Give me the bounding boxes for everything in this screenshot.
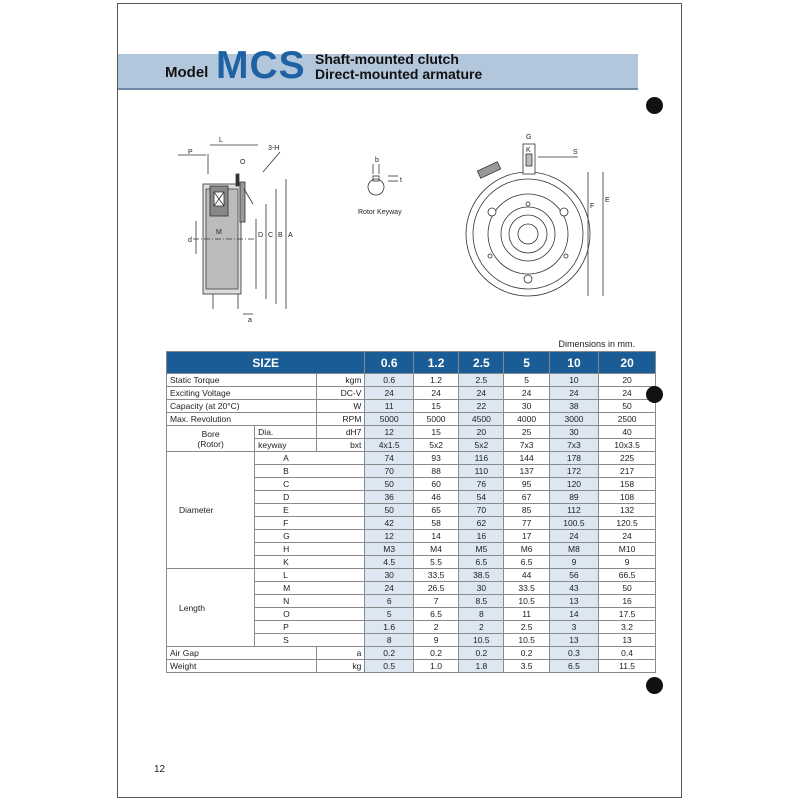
table-row (167, 387, 656, 400)
row-unit: dH7 (316, 426, 365, 439)
table-row (167, 569, 656, 582)
value-cell: 40 (599, 426, 656, 439)
value-cell: 20 (599, 374, 656, 387)
rotor-label: (Rotor) (197, 438, 224, 449)
value-cell: 8.5 (459, 595, 504, 608)
value-cell: 77 (504, 517, 549, 530)
value-cell: 24 (504, 387, 549, 400)
value-cell: 120.5 (599, 517, 656, 530)
value-cell: 88 (413, 465, 458, 478)
value-cell: 24 (459, 387, 504, 400)
value-cell: 43 (549, 582, 598, 595)
table-row (167, 413, 656, 426)
row-unit: RPM (316, 413, 365, 426)
value-cell: M8 (549, 543, 598, 556)
row-unit: W (316, 400, 365, 413)
value-cell: 38.5 (459, 569, 504, 582)
value-cell: 217 (599, 465, 656, 478)
value-cell: 22 (459, 400, 504, 413)
front-label-S: S (573, 149, 578, 156)
binder-hole (646, 677, 663, 694)
label-d: d (188, 237, 192, 244)
table-row (167, 647, 656, 660)
value-cell: 5.5 (413, 556, 458, 569)
size-col-5: 20 (599, 352, 656, 374)
value-cell: 8 (365, 634, 414, 647)
value-cell: 3 (549, 621, 598, 634)
front-label-G: G (526, 134, 532, 141)
value-cell: 225 (599, 452, 656, 465)
value-cell: 11 (504, 608, 549, 621)
value-cell: M6 (504, 543, 549, 556)
value-cell: 0.2 (459, 647, 504, 660)
binder-hole (646, 97, 663, 114)
value-cell: 137 (504, 465, 549, 478)
value-cell: 5x2 (459, 439, 504, 452)
row-sub-label: A (255, 452, 365, 465)
value-cell: 0.6 (365, 374, 414, 387)
value-cell: 10.5 (504, 634, 549, 647)
row-sub-label: G (255, 530, 365, 543)
value-cell: 6.5 (504, 556, 549, 569)
table-row (167, 374, 656, 387)
value-cell: 24 (549, 530, 598, 543)
label-P: P (188, 149, 193, 156)
value-cell: 95 (504, 478, 549, 491)
value-cell: 13 (549, 634, 598, 647)
value-cell: 9 (599, 556, 656, 569)
value-cell: M3 (365, 543, 414, 556)
row-label: Weight (167, 660, 317, 673)
technical-drawings (118, 124, 683, 339)
value-cell: 11.5 (599, 660, 656, 673)
value-cell: 5 (504, 374, 549, 387)
value-cell: 12 (365, 426, 414, 439)
front-view-drawing (466, 144, 603, 296)
value-cell: 60 (413, 478, 458, 491)
value-cell: 0.5 (365, 660, 414, 673)
value-cell: 14 (413, 530, 458, 543)
row-sub-label: P (255, 621, 365, 634)
row-sub-label: E (255, 504, 365, 517)
row-unit: kg (316, 660, 365, 673)
value-cell: 30 (365, 569, 414, 582)
value-cell: 172 (549, 465, 598, 478)
value-cell: 65 (413, 504, 458, 517)
subtitle-line-1: Shaft-mounted clutch (315, 51, 459, 67)
value-cell: 70 (459, 504, 504, 517)
value-cell: M5 (459, 543, 504, 556)
value-cell: 26.5 (413, 582, 458, 595)
binder-hole (646, 386, 663, 403)
label-O: O (240, 159, 246, 166)
value-cell: 1.2 (413, 374, 458, 387)
label-C: C (268, 232, 274, 239)
value-cell: 0.2 (365, 647, 414, 660)
size-col-2: 2.5 (459, 352, 504, 374)
table-row (167, 660, 656, 673)
value-cell: 24 (365, 387, 414, 400)
bore-group-label (167, 426, 255, 452)
label-L: L (219, 137, 223, 144)
value-cell: 2500 (599, 413, 656, 426)
value-cell: 1.0 (413, 660, 458, 673)
length-group-label: Length (167, 569, 255, 647)
row-sub-label: M (255, 582, 365, 595)
rotor-keyway-drawing (368, 164, 398, 195)
value-cell: 0.2 (504, 647, 549, 660)
value-cell: 120 (549, 478, 598, 491)
value-cell: 5000 (365, 413, 414, 426)
value-cell: 2.5 (504, 621, 549, 634)
value-cell: 10.5 (459, 634, 504, 647)
value-cell: 10x3.5 (599, 439, 656, 452)
label-M: M (216, 229, 222, 236)
value-cell: 38 (549, 400, 598, 413)
value-cell: 4000 (504, 413, 549, 426)
value-cell: 36 (365, 491, 414, 504)
value-cell: 58 (413, 517, 458, 530)
value-cell: 76 (459, 478, 504, 491)
keyway-label-b: b (375, 157, 379, 164)
value-cell: 2.5 (459, 374, 504, 387)
value-cell: 4.5 (365, 556, 414, 569)
value-cell: 50 (599, 400, 656, 413)
row-sub-label: N (255, 595, 365, 608)
value-cell: 6.5 (413, 608, 458, 621)
value-cell: 5x2 (413, 439, 458, 452)
value-cell: 0.4 (599, 647, 656, 660)
subtitle-line-2: Direct-mounted armature (315, 66, 483, 82)
value-cell: 3000 (549, 413, 598, 426)
value-cell: 13 (549, 595, 598, 608)
value-cell: 33.5 (504, 582, 549, 595)
value-cell: 15 (413, 426, 458, 439)
value-cell: 5 (365, 608, 414, 621)
value-cell: 9 (413, 634, 458, 647)
value-cell: 6.5 (549, 660, 598, 673)
row-label: Static Torque (167, 374, 317, 387)
size-col-3: 5 (504, 352, 549, 374)
value-cell: 24 (365, 582, 414, 595)
value-cell: 50 (599, 582, 656, 595)
value-cell: 17.5 (599, 608, 656, 621)
row-sub-label: Dia. (255, 426, 317, 439)
value-cell: M10 (599, 543, 656, 556)
value-cell: 9 (549, 556, 598, 569)
value-cell: 108 (599, 491, 656, 504)
value-cell: 110 (459, 465, 504, 478)
value-cell: 42 (365, 517, 414, 530)
label-D: D (258, 232, 264, 239)
row-unit: kgm (316, 374, 365, 387)
size-header-row (167, 352, 656, 374)
row-sub-label: O (255, 608, 365, 621)
bore-label: Bore (201, 428, 220, 439)
value-cell: 4500 (459, 413, 504, 426)
value-cell: 24 (413, 387, 458, 400)
value-cell: 15 (413, 400, 458, 413)
value-cell: 132 (599, 504, 656, 517)
value-cell: 93 (413, 452, 458, 465)
page-number: 12 (154, 764, 166, 775)
row-label: Max. Revolution (167, 413, 317, 426)
value-cell: 62 (459, 517, 504, 530)
value-cell: 178 (549, 452, 598, 465)
value-cell: 74 (365, 452, 414, 465)
size-header: SIZE (167, 352, 365, 374)
value-cell: 116 (459, 452, 504, 465)
value-cell: 1.8 (459, 660, 504, 673)
keyway-label-t: t (400, 177, 402, 184)
value-cell: 16 (599, 595, 656, 608)
value-cell: 50 (365, 504, 414, 517)
value-cell: 46 (413, 491, 458, 504)
value-cell: 67 (504, 491, 549, 504)
row-label: Air Gap (167, 647, 317, 660)
row-unit: bxt (316, 439, 365, 452)
size-col-0: 0.6 (365, 352, 414, 374)
value-cell: 50 (365, 478, 414, 491)
table-row (167, 400, 656, 413)
value-cell: 66.5 (599, 569, 656, 582)
value-cell: 2 (459, 621, 504, 634)
row-sub-label: C (255, 478, 365, 491)
value-cell: 89 (549, 491, 598, 504)
dimensions-note: Dimensions in mm. (558, 339, 635, 349)
diameter-group-label: Diameter (167, 452, 255, 569)
row-unit: a (316, 647, 365, 660)
table-row (167, 452, 656, 465)
value-cell: 8 (459, 608, 504, 621)
value-cell: 24 (599, 530, 656, 543)
table-row (167, 426, 656, 439)
value-cell: 56 (549, 569, 598, 582)
row-sub-label: D (255, 491, 365, 504)
size-col-1: 1.2 (413, 352, 458, 374)
value-cell: 16 (459, 530, 504, 543)
size-col-4: 10 (549, 352, 598, 374)
value-cell: 112 (549, 504, 598, 517)
value-cell: 0.2 (413, 647, 458, 660)
value-cell: 54 (459, 491, 504, 504)
value-cell: 7 (413, 595, 458, 608)
value-cell: 30 (459, 582, 504, 595)
side-view-drawing (178, 145, 286, 314)
row-label: Capacity (at 20°C) (167, 400, 317, 413)
value-cell: 24 (599, 387, 656, 400)
value-cell: 44 (504, 569, 549, 582)
value-cell: 12 (365, 530, 414, 543)
value-cell: 13 (599, 634, 656, 647)
row-sub-label: keyway (255, 439, 317, 452)
value-cell: 5000 (413, 413, 458, 426)
value-cell: 17 (504, 530, 549, 543)
model-code: MCS (216, 44, 306, 87)
row-sub-label: H (255, 543, 365, 556)
row-unit: DC-V (316, 387, 365, 400)
value-cell: 1.6 (365, 621, 414, 634)
value-cell: 25 (504, 426, 549, 439)
model-label: Model (165, 64, 209, 81)
row-sub-label: L (255, 569, 365, 582)
value-cell: 85 (504, 504, 549, 517)
value-cell: 3.5 (504, 660, 549, 673)
value-cell: 33.5 (413, 569, 458, 582)
value-cell: 158 (599, 478, 656, 491)
value-cell: 144 (504, 452, 549, 465)
value-cell: 14 (549, 608, 598, 621)
label-a: a (248, 317, 252, 324)
value-cell: 30 (549, 426, 598, 439)
row-sub-label: F (255, 517, 365, 530)
front-label-E: E (605, 197, 610, 204)
value-cell: 6 (365, 595, 414, 608)
label-A: A (288, 232, 293, 239)
value-cell: 11 (365, 400, 414, 413)
catalog-page (117, 3, 682, 798)
value-cell: 4x1.5 (365, 439, 414, 452)
front-label-F: F (590, 203, 595, 210)
value-cell: 0.3 (549, 647, 598, 660)
value-cell: 24 (549, 387, 598, 400)
row-label: Exciting Voltage (167, 387, 317, 400)
rotor-keyway-caption: Rotor Keyway (358, 209, 402, 216)
row-sub-label: S (255, 634, 365, 647)
value-cell: M4 (413, 543, 458, 556)
value-cell: 2 (413, 621, 458, 634)
value-cell: 3.2 (599, 621, 656, 634)
value-cell: 7x3 (504, 439, 549, 452)
value-cell: 7x3 (549, 439, 598, 452)
value-cell: 30 (504, 400, 549, 413)
value-cell: 10 (549, 374, 598, 387)
value-cell: 6.5 (459, 556, 504, 569)
value-cell: 20 (459, 426, 504, 439)
value-cell: 100.5 (549, 517, 598, 530)
spec-table (166, 351, 656, 673)
value-cell: 10.5 (504, 595, 549, 608)
row-sub-label: B (255, 465, 365, 478)
label-B: B (278, 232, 283, 239)
row-sub-label: K (255, 556, 365, 569)
label-3H: 3-H (268, 145, 280, 152)
header-rule (118, 88, 638, 90)
value-cell: 70 (365, 465, 414, 478)
front-label-K: K (526, 147, 531, 154)
